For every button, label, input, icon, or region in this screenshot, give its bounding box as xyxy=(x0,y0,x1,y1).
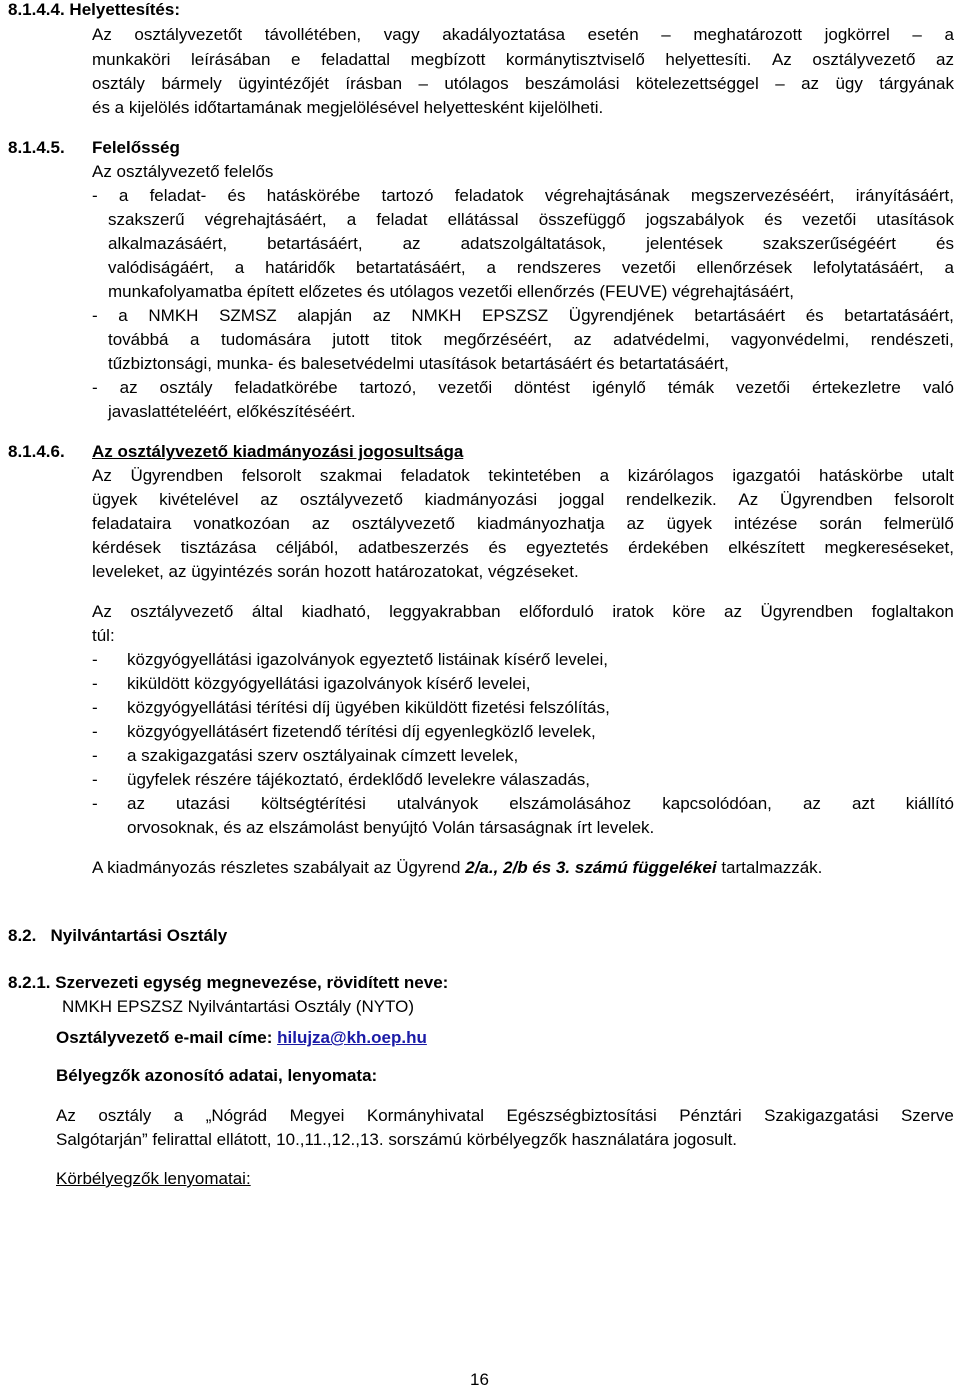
word: jogszabályok xyxy=(645,210,745,229)
word: vagy xyxy=(383,25,420,44)
word: érdekében xyxy=(628,538,709,557)
word: Kormányhivatal xyxy=(366,1106,485,1125)
word: a xyxy=(118,186,129,205)
word: EPSZSZ xyxy=(482,306,549,325)
word: az xyxy=(127,794,145,813)
word: „Nógrád xyxy=(205,1106,268,1125)
word: tekintetében xyxy=(488,466,582,485)
paragraph-line xyxy=(92,538,954,558)
closing-text-end: tartalmazzák. xyxy=(716,858,823,877)
word: - xyxy=(92,378,98,397)
word: a xyxy=(118,306,128,325)
word: írásban xyxy=(345,74,403,93)
word: kiadható, xyxy=(301,602,371,621)
word: munkaköri xyxy=(92,50,171,69)
word: és xyxy=(488,538,507,557)
word: ügyek xyxy=(92,490,138,509)
word: az xyxy=(724,602,742,621)
word: kérdések xyxy=(92,538,161,557)
word: alapján xyxy=(297,306,353,325)
word: határidők xyxy=(265,258,336,277)
word: kizárólagos xyxy=(627,466,714,485)
word: az xyxy=(626,514,645,533)
word: meghatározott xyxy=(693,25,803,44)
word: hatáskörébe xyxy=(266,186,361,205)
list-item: közgyógyellátási igazolványok egyeztető listáinak kísérő levelei, xyxy=(127,650,608,669)
word: vezetői xyxy=(736,378,790,397)
word: megőrzéséért, xyxy=(443,330,553,349)
word: igénylő xyxy=(591,378,646,397)
word: Ügyrendben xyxy=(760,602,854,621)
paragraph-line xyxy=(92,25,954,45)
word: osztály xyxy=(92,74,145,93)
word: utalt xyxy=(921,466,954,485)
paragraph-line: túl: xyxy=(92,626,115,645)
word: joggal xyxy=(558,490,605,509)
word: betartásáért, xyxy=(267,234,363,253)
list-item-line xyxy=(92,186,954,206)
word: az xyxy=(936,50,954,69)
word: vezetői xyxy=(802,210,857,229)
paragraph-line: és a kijelölés időtartamának megjelölésével helyettesként kijelölheti. xyxy=(92,98,604,117)
word: és xyxy=(805,306,824,325)
paragraph-line: Salgótarján” felirattal ellátott, 10.,11.,12.,13. sorszámú körbélyegzők használatára jogosult. xyxy=(56,1130,738,1149)
word: Megyei xyxy=(289,1106,345,1125)
word: osztályvezető xyxy=(812,50,916,69)
word: költségtérítési xyxy=(260,794,366,813)
list-item-line: javaslattételéért, előkészítéséért. xyxy=(108,402,356,421)
word: az xyxy=(372,306,391,325)
word: elkészített xyxy=(728,538,805,557)
unit-name: NMKH EPSZSZ Nyilvántartási Osztály (NYTO) xyxy=(62,997,415,1016)
list-item: a szakigazgatási szerv osztályainak címzett levelek, xyxy=(127,746,519,765)
word: tudomására xyxy=(221,330,311,349)
list-item-line xyxy=(92,378,954,398)
word: – xyxy=(418,74,428,93)
word: osztály xyxy=(159,378,213,397)
word: ellenőrzések xyxy=(696,258,793,277)
list-dash: - xyxy=(92,650,98,669)
word: megbízott xyxy=(410,50,486,69)
word: feladat- xyxy=(149,186,207,205)
section-heading-8-1-4-4: 8.1.4.4. Helyettesítés: xyxy=(8,0,180,19)
paragraph-line xyxy=(92,466,954,486)
word: igazgatói xyxy=(732,466,801,485)
word: NMKH xyxy=(411,306,462,325)
word: tartozó xyxy=(381,186,434,205)
word: titok xyxy=(390,330,422,349)
list-item-line xyxy=(108,258,954,278)
word: a xyxy=(173,1106,184,1125)
word: felsorolt xyxy=(894,490,954,509)
word: foglaltakon xyxy=(871,602,954,621)
word: adatbeszerzés xyxy=(358,538,469,557)
word: utasítások xyxy=(876,210,954,229)
word: a xyxy=(486,258,496,277)
word: iratok xyxy=(612,602,654,621)
list-dash: - xyxy=(92,698,98,717)
word: vagyonvédelmi, xyxy=(731,330,850,349)
word: értekezletre xyxy=(811,378,901,397)
word: rendelkezik. xyxy=(625,490,717,509)
word: végrehajtásáért, xyxy=(204,210,327,229)
word: által xyxy=(251,602,284,621)
list-item: közgyógyellátási térítési díj ügyében kiküldött fizetési felszólítás, xyxy=(127,698,610,717)
paragraph-intro: Az osztályvezető felelős xyxy=(92,162,274,181)
word: tisztázása xyxy=(180,538,257,557)
word: Az xyxy=(56,1106,76,1125)
word: betartatásáért, xyxy=(844,306,954,325)
word: utazási xyxy=(176,794,230,813)
word: előforduló xyxy=(519,602,594,621)
word: intézése xyxy=(734,514,798,533)
word: Az xyxy=(738,490,759,509)
word: utalványok xyxy=(396,794,479,813)
word: elszámolásához xyxy=(509,794,632,813)
word: összefüggő xyxy=(538,210,626,229)
word: való xyxy=(922,378,954,397)
word: adatszolgáltatások, xyxy=(460,234,607,253)
word: a xyxy=(944,25,954,44)
word: leggyakrabban xyxy=(389,602,501,621)
word: továbbá xyxy=(108,330,169,349)
word: a xyxy=(599,466,610,485)
word: NMKH xyxy=(148,306,199,325)
list-item-line xyxy=(92,306,954,326)
word: Az xyxy=(92,466,112,485)
closing-text: A kiadmányozás részletes szabályait az Ügyrend xyxy=(92,858,466,877)
word: helyettesíti. xyxy=(665,50,752,69)
word: kivételével xyxy=(159,490,239,509)
word: betartásáért xyxy=(694,306,786,325)
word: Szerve xyxy=(900,1106,954,1125)
word: során xyxy=(819,514,862,533)
word: ügyintézőjét xyxy=(238,74,329,93)
word: esetén xyxy=(587,25,639,44)
list-item-line xyxy=(108,330,954,350)
word: vonatkozóan xyxy=(193,514,290,533)
list-dash: - xyxy=(92,722,98,741)
word: szakszerű xyxy=(108,210,185,229)
list-dash: - xyxy=(92,770,98,789)
word: a xyxy=(944,258,954,277)
word: valódiságáért, xyxy=(108,258,214,277)
paragraph-line xyxy=(92,602,954,622)
word: akadályoztatása xyxy=(442,25,566,44)
word: rendszeres xyxy=(516,258,601,277)
section-number-8-1-4-6: 8.1.4.6. xyxy=(8,442,65,461)
word: Az xyxy=(92,25,112,44)
list-item-line: tűzbiztonsági, munka- és balesetvédelmi utasítások betartásáért és betartatásáért, xyxy=(108,354,729,373)
word: betartatásáért, xyxy=(355,258,466,277)
word: e xyxy=(291,50,301,69)
word: felmerülő xyxy=(883,514,954,533)
word: a xyxy=(190,330,200,349)
word: ellátással xyxy=(447,210,519,229)
word: adatvédelmi, xyxy=(613,330,710,349)
word: tárgyának xyxy=(879,74,954,93)
word: Az xyxy=(92,602,112,621)
closing-sentence xyxy=(92,858,822,878)
paragraph-line xyxy=(92,74,954,94)
word: beszámolási xyxy=(525,74,620,93)
word: alkalmazásáért, xyxy=(108,234,228,253)
word: - xyxy=(92,186,98,205)
word: szakmai xyxy=(319,466,383,485)
paragraph-line xyxy=(56,1106,954,1126)
word: feladataira xyxy=(92,514,172,533)
word: ügy xyxy=(835,74,863,93)
section-heading-8-2: 8.2. Nyilvántartási Osztály xyxy=(8,926,228,945)
word: bármely xyxy=(161,74,222,93)
list-dash: - xyxy=(92,794,98,813)
word: feladatkörébe xyxy=(234,378,338,397)
word: osztályvezetőt xyxy=(134,25,243,44)
word: döntést xyxy=(514,378,570,397)
word: osztályvezető xyxy=(351,514,455,533)
word: Ügyrendben xyxy=(779,490,873,509)
list-item-line xyxy=(108,210,954,230)
word: kapcsolódóan, xyxy=(662,794,772,813)
word: feladatok xyxy=(454,186,524,205)
word: azt xyxy=(851,794,875,813)
word: az xyxy=(311,514,330,533)
imprints-label: Körbélyegzők lenyomatai: xyxy=(56,1169,251,1188)
list-item: kiküldött közgyógyellátási igazolványok kísérő levelei, xyxy=(127,674,531,693)
word: a xyxy=(346,210,357,229)
word: Egészségbiztosítási xyxy=(506,1106,657,1125)
section-title-kiadmanyozas: Az osztályvezető kiadmányozási jogosultsága xyxy=(92,442,464,461)
word: Pénztári xyxy=(679,1106,742,1125)
word: a xyxy=(234,258,245,277)
stamp-heading: Bélyegzők azonosító adatai, lenyomata: xyxy=(56,1066,378,1085)
word: az xyxy=(260,490,279,509)
word: osztály xyxy=(98,1106,152,1125)
word: vezetői xyxy=(438,378,493,397)
word: osztályvezető xyxy=(299,490,403,509)
paragraph-line xyxy=(92,514,954,534)
word: kiállító xyxy=(905,794,954,813)
word: SZMSZ xyxy=(219,306,277,325)
word: ügyek xyxy=(666,514,712,533)
section-number-8-1-4-5: 8.1.4.5. xyxy=(8,138,65,157)
word: témák xyxy=(667,378,715,397)
paragraph-line: leveleket, az ügyintézés során hozott határozatokat, végzéseket. xyxy=(92,562,579,581)
word: felsorolt xyxy=(241,466,302,485)
list-dash: - xyxy=(92,674,98,693)
list-dash: - xyxy=(92,746,98,765)
word: és xyxy=(764,210,783,229)
word: feladat xyxy=(376,210,428,229)
word: rendészeti, xyxy=(870,330,954,349)
word: Az xyxy=(771,50,792,69)
word: – xyxy=(661,25,671,44)
word: kiadmányozhatja xyxy=(476,514,605,533)
word: jutott xyxy=(332,330,370,349)
word: jogkörrel xyxy=(824,25,890,44)
word: Ügyrendjének xyxy=(568,306,674,325)
word: távollétében, xyxy=(264,25,362,44)
word: Ügyrendben xyxy=(130,466,224,485)
word: kormánytisztviselő xyxy=(505,50,645,69)
word: – xyxy=(912,25,922,44)
page-number: 16 xyxy=(470,1370,489,1389)
word: megkereséseket, xyxy=(824,538,954,557)
word: irányításáért, xyxy=(855,186,954,205)
word: jelentések xyxy=(646,234,723,253)
word: – xyxy=(775,74,785,93)
closing-reference: 2/a., 2/b és 3. számú függelékei xyxy=(465,858,717,877)
word: egyeztetés xyxy=(526,538,609,557)
word: szakszerűségéért xyxy=(762,234,896,253)
word: lefolytatásáért, xyxy=(813,258,924,277)
list-item: ügyfelek részére tájékoztató, érdeklődő levelekre válaszadás, xyxy=(127,770,591,789)
word: kiadmányozási xyxy=(424,490,538,509)
word: osztályvezető xyxy=(130,602,234,621)
word: és xyxy=(227,186,246,205)
word: az xyxy=(573,330,592,349)
word: az xyxy=(119,378,138,397)
word: utólagos xyxy=(444,74,509,93)
section-heading-8-2-1: 8.2.1. Szervezeti egység megnevezése, rövidített neve: xyxy=(8,973,449,992)
email-row xyxy=(56,1028,427,1048)
list-item: közgyógyellátásért fizetendő térítési díj egyenlegközlő levelek, xyxy=(127,722,596,741)
word: feladatok xyxy=(400,466,470,485)
word: Szakigazgatási xyxy=(764,1106,879,1125)
list-item-line: munkafolyamatba épített előzetes és utólagos vezetői ellenőrzés (FEUVE) végrehajtásáért, xyxy=(108,282,795,301)
paragraph-line xyxy=(92,50,954,70)
word: az xyxy=(402,234,421,253)
email-label: Osztályvezető e-mail címe: xyxy=(56,1028,273,1047)
word: megszervezéséért, xyxy=(690,186,835,205)
word: - xyxy=(92,306,98,325)
email-link[interactable]: hilujza@kh.oep.hu xyxy=(277,1028,427,1047)
word: végrehajtásának xyxy=(544,186,670,205)
word: céljából, xyxy=(276,538,339,557)
word: vezetői xyxy=(621,258,676,277)
word: köre xyxy=(672,602,706,621)
word: tartozó, xyxy=(359,378,417,397)
list-item xyxy=(127,794,954,814)
word: az xyxy=(801,74,820,93)
paragraph-line xyxy=(92,490,954,510)
section-title-felelosseg: Felelősség xyxy=(92,138,180,157)
word: feladattal xyxy=(321,50,391,69)
word: hatáskörbe xyxy=(819,466,904,485)
word: és xyxy=(936,234,954,253)
word: leírásában xyxy=(191,50,271,69)
list-item-continuation: orvosoknak, és az elszámolást benyújtó Volán társaságnak írt levelek. xyxy=(127,818,655,837)
word: kötelezettséggel xyxy=(635,74,759,93)
word: az xyxy=(802,794,821,813)
list-item-line xyxy=(108,234,954,254)
